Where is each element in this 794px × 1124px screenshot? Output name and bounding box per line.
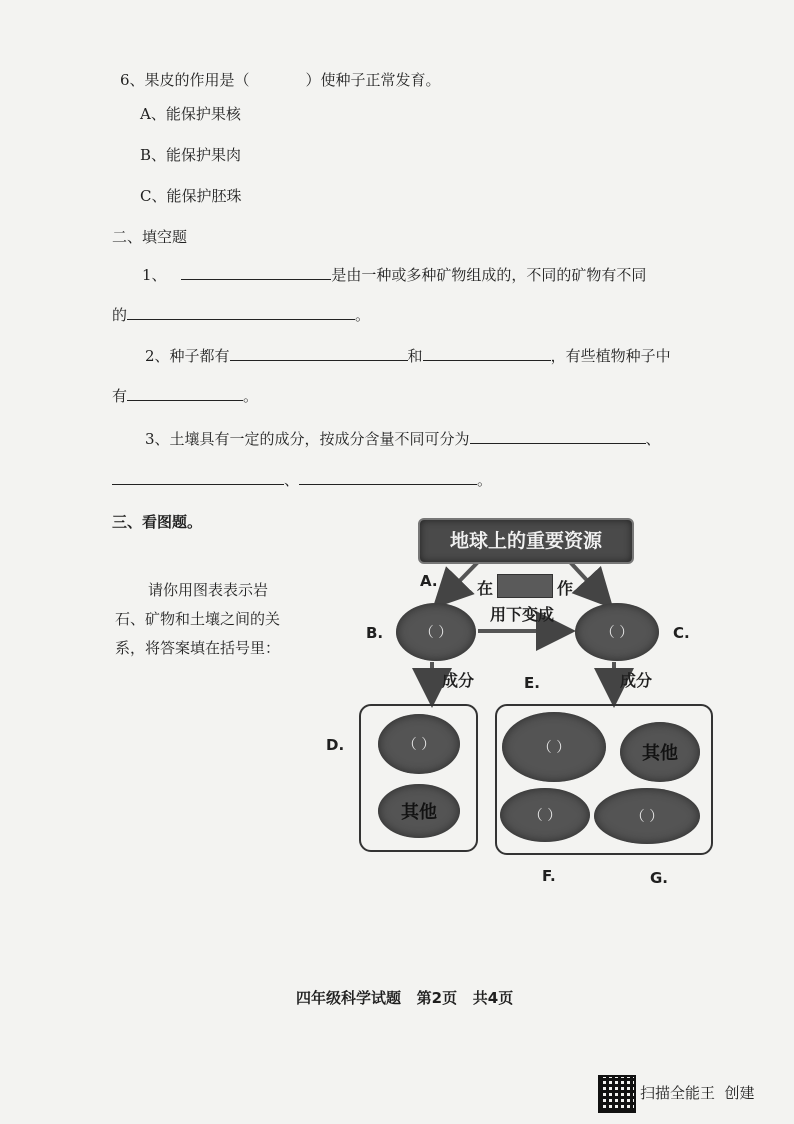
arrow-text-pre: 在 [477,579,494,598]
label-b: B. [366,624,384,642]
fill-q1-text: 是由一种或多种矿物组成的，不同的矿物有不同 [331,266,647,284]
q6-stem-pre: 6、果皮的作用是（ [120,71,250,89]
oval-b-paren: （ ） [419,625,453,641]
fill-q2-end: 。 [243,387,259,405]
oval-b[interactable] [396,603,476,661]
oval-f-answer[interactable] [500,788,590,842]
arrow-title-to-c [570,562,608,603]
section3-prompt-line1: 请你用图表表示岩 [148,581,269,599]
section3-title: 三、看图题。 [112,513,203,531]
label-f: F. [542,867,556,885]
q6-option-b: B、能保护果肉 [140,146,242,164]
oval-f-paren: （ ） [528,808,562,824]
label-g: G. [650,869,669,887]
oval-d-other-text: 其他 [401,802,437,823]
fill-q1-number: 1、 [142,266,167,284]
label-d: D. [326,736,345,754]
diagram-title: 地球上的重要资源 [418,518,634,564]
oval-c[interactable] [575,603,659,661]
label-e: E. [524,674,540,692]
fill-q2-post: ，有些植物种子中 [550,347,671,365]
section2-title: 二、填空题 [112,228,188,246]
fill-q3-sep2: 、 [284,471,300,489]
oval-g-answer[interactable] [594,788,700,844]
fill-q1-end: 。 [355,306,371,324]
oval-e-answer[interactable] [502,712,606,782]
arrow-title-to-b [438,562,478,603]
fill-q2-pre: 2、种子都有 [145,347,230,365]
label-a-answer-box[interactable] [497,574,553,598]
oval-e-paren: （ ） [537,740,571,756]
oval-fg-other-text: 其他 [642,743,678,764]
oval-c-paren: （ ） [600,625,634,641]
q6-stem-post: ）使种子正常发育。 [305,71,441,89]
q6-option-a: A、能保护果核 [140,105,241,123]
section3-prompt-line3: 系，将答案填在括号里： [115,639,281,657]
fill-q1-line2-pre: 的 [112,306,128,324]
fill-q3-sep1: 、 [645,430,661,448]
fill-q3-text: 3、土壤具有一定的成分，按成分含量不同可分为 [145,430,470,448]
label-a: A. [420,572,438,590]
oval-g-paren: （ ） [630,809,664,825]
q6-option-c: C、能保护胚珠 [140,187,242,205]
section3-prompt-line2: 石、矿物和土壤之间的关 [115,610,281,628]
arrow-text-post: 作 [557,579,574,598]
oval-d-other [378,784,460,838]
component-label-right: 成分 [620,671,653,690]
fill-q2-mid: 和 [407,347,423,365]
fill-q2-line2-pre: 有 [112,387,128,405]
fill-q3-end: 。 [477,471,493,489]
label-c: C. [673,624,690,642]
scanner-watermark: 扫描全能王 创建 [640,1084,755,1102]
oval-d-paren: （ ） [402,737,436,753]
qr-code-icon [598,1075,636,1113]
page-footer: 四年级科学试题 第2页 共4页 [296,989,514,1007]
oval-fg-other [620,722,700,782]
oval-d-answer[interactable] [378,714,460,774]
component-label-left: 成分 [442,671,475,690]
arrow-text-line2: 用下变成 [490,605,555,624]
